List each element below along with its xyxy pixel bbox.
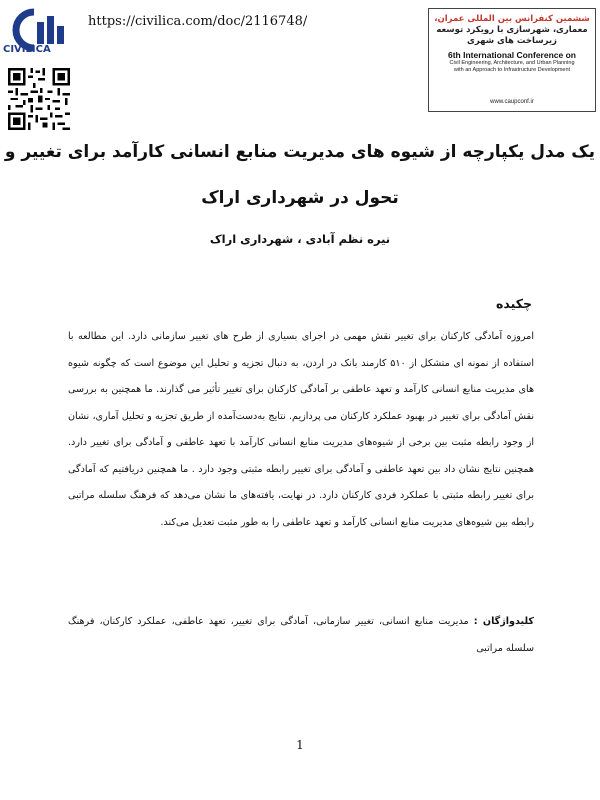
conference-fa-line2: معماری، شهرسازی با رویکرد توسعه [436, 25, 588, 35]
conference-fa-line3: زیرساخت های شهری [467, 36, 557, 46]
conference-english-sub2: with an Approach to Infrastructure Development [453, 67, 571, 73]
conference-banner [428, 8, 596, 112]
paper-title-line2: تحول در شهرداری اراک [201, 188, 399, 208]
qr-code-icon [8, 68, 70, 130]
keywords-paragraph [68, 609, 534, 662]
abstract-heading: چکیده [496, 296, 532, 311]
paper-authors: نیره نظم آبادی ، شهرداری اراک [209, 232, 391, 246]
keywords-label: کلیدواژگان : [473, 616, 534, 627]
conference-persian-title [429, 14, 595, 47]
conference-english-title: 6th International Conference on [448, 50, 576, 60]
conference-website: www.caupconf.ir [490, 99, 534, 105]
conference-english-sub1: Civil Engineering, Architecture, and Urban Planning [449, 60, 575, 66]
abstract-body: امروزه آمادگی کارکنان برای تغییر نقش مهمی در اجرای بسیاری از طرح های تغییر سازمانی دارد. این مطالعه با استفاده از نمونه ای متشکل از ۵۱۰ کارمند بانک در اردن، به دنبال تجزیه و تحلیل این موضوع است که چگونه شیوه های مدیریت منابع انسانی کارآمد و تعهد عاطفی بر آمادگی کارکنان برای تغییر تأثیر می گذارند. ما همچنین به بررسی نقش آمادگی برای تغییر در بهبود عملکرد کارکنان می پردازیم. نتایج به‌دست‌آمده از طریق تجزیه و تحلیل آماری، نشان از وجود رابطه مثبت بین برخی از شیوه‌های مدیریت منابع انسانی کارآمد با تعهد عاطفی و آمادگی برای تغییر دارد. همچنین نتایج نشان داد بین تعهد عاطفی و آمادگی برای تغییر رابطه مثبتی وجود دارد . ما همچنین دریافتیم که آمادگی برای تغییر رابطه مثبتی با عملکرد فردی کارکنان دارد. در نهایت، یافته‌های ما نشان می‌دهد که فرهنگ سلسله مراتبی رابطه بین شیوه‌های مدیریت منابع انسانی کارآمد و تعهد عاطفی را به طور مثبت تعدیل می‌کند. [68, 331, 535, 528]
keywords-list: مدیریت منابع انسانی، تغییر سازمانی، آمادگی برای تغییر، تعهد عاطفی، عملکرد کارکنان، فرهنگ سلسله مراتبی [68, 616, 534, 654]
document-url[interactable]: https://civilica.com/doc/2116748/ [88, 14, 308, 29]
page-number: 1 [296, 738, 304, 752]
paper-title-line1: یک مدل یکپارچه از شیوه های مدیریت منابع انسانی کارآمد برای تغییر و [4, 142, 596, 162]
logo-text: CIVILICA [3, 44, 51, 55]
conference-fa-line1: ششمین کنفرانس بین المللی عمران، [434, 14, 590, 24]
